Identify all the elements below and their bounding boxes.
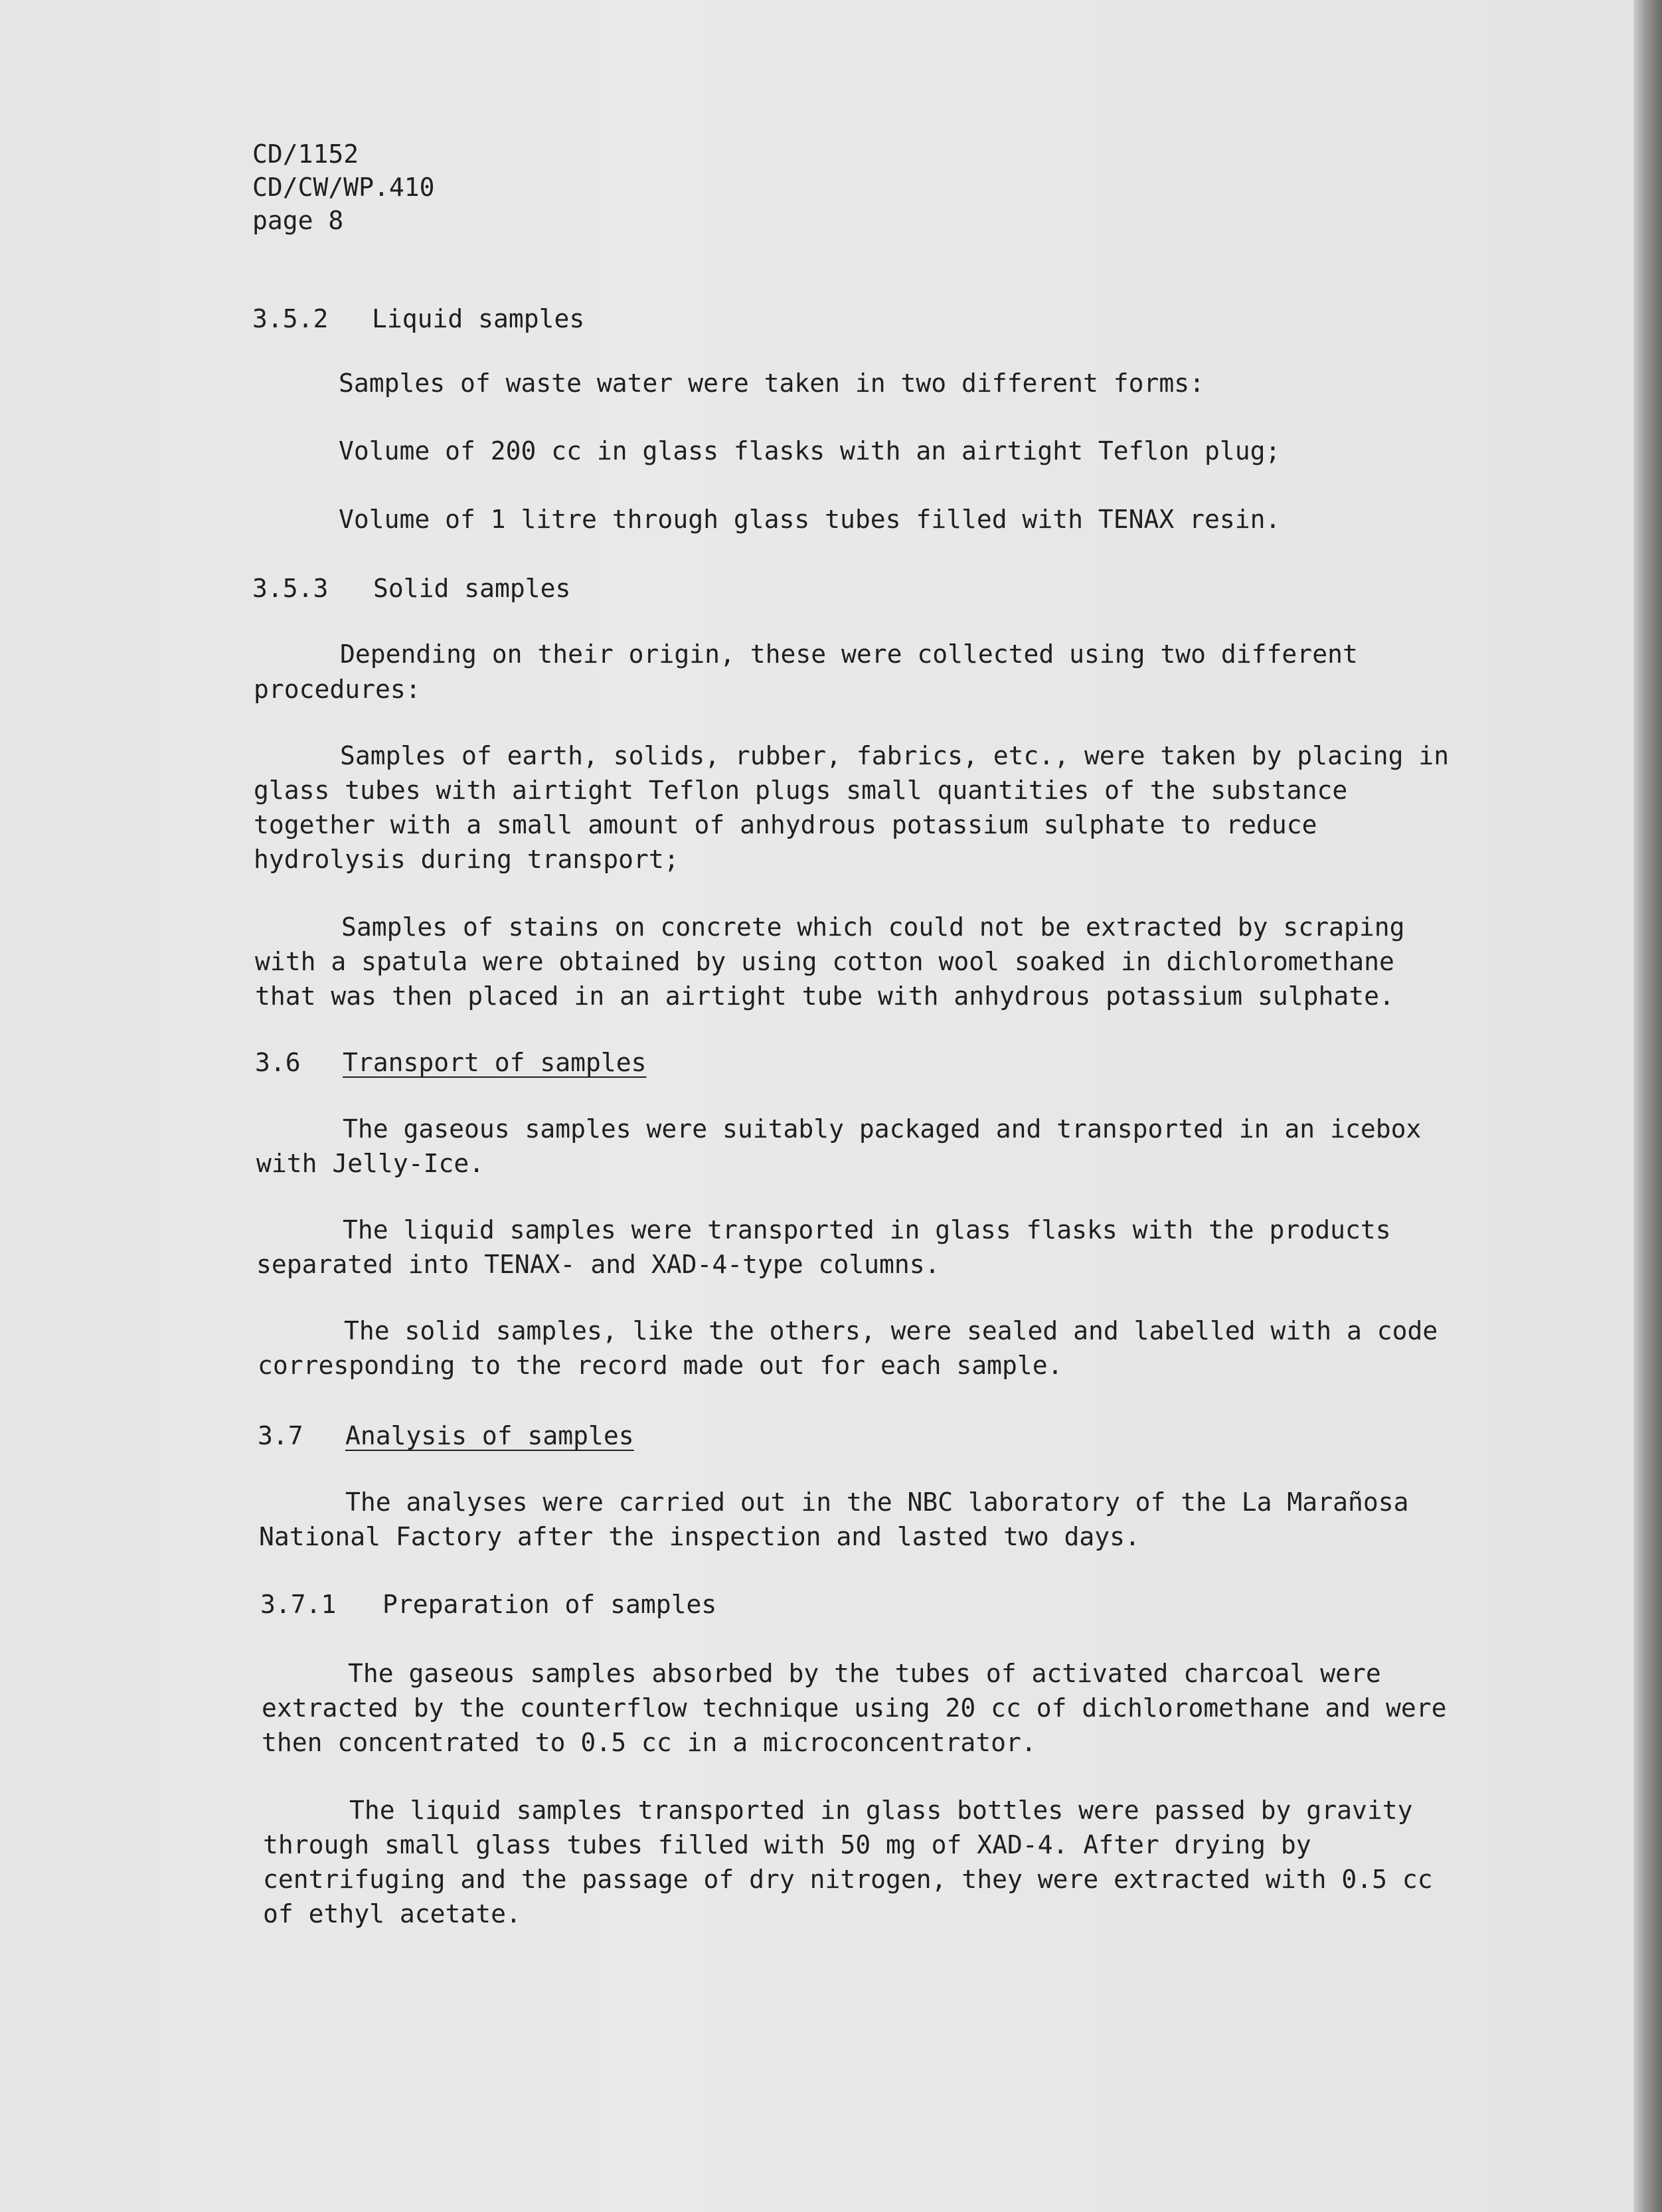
section-title-analysis-of-samples: Analysis of samples: [345, 1421, 634, 1450]
paragraph-line: Samples of earth, solids, rubber, fabrics, etc., were taken by placing in: [340, 741, 1450, 770]
paragraph-line: Samples of waste water were taken in two different forms:: [339, 369, 1205, 398]
paragraph-line: extracted by the counterflow technique using 20 cc of dichloromethane and were: [262, 1693, 1447, 1723]
paragraph-line: through small glass tubes filled with 50 mg of XAD-4. After drying by: [263, 1830, 1311, 1859]
paragraph-line: The gaseous samples absorbed by the tubes of activated charcoal were: [348, 1659, 1381, 1688]
paragraph-line: National Factory after the inspection and lasted two days.: [259, 1522, 1140, 1551]
paragraph-line: The liquid samples transported in glass bottles were passed by gravity: [349, 1796, 1413, 1825]
paragraph-line: The solid samples, like the others, were sealed and labelled with a code: [344, 1316, 1438, 1345]
paragraph-line: that was then placed in an airtight tube with anhydrous potassium sulphate.: [255, 981, 1394, 1011]
section-title-preparation-of-samples: Preparation of samples: [382, 1590, 717, 1619]
paragraph-line: Volume of 1 litre through glass tubes filled with TENAX resin.: [339, 505, 1281, 534]
section-title-liquid-samples: Liquid samples: [372, 304, 585, 333]
paragraph-line: The analyses were carried out in the NBC laboratory of the La Marañosa: [345, 1488, 1409, 1517]
section-number-3-7: 3.7: [258, 1421, 303, 1450]
paragraph-line: with a spatula were obtained by using cotton wool soaked in dichloromethane: [255, 947, 1394, 976]
page-label: page 8: [252, 206, 344, 235]
paragraph-line: The gaseous samples were suitably packaged and transported in an icebox: [343, 1114, 1422, 1144]
paragraph-line: together with a small amount of anhydrous potassium sulphate to reduce: [254, 810, 1317, 839]
paragraph-line: Depending on their origin, these were collected using two different: [340, 639, 1358, 669]
paragraph-line: separated into TENAX- and XAD-4-type columns.: [256, 1250, 940, 1279]
paragraph-line: corresponding to the record made out for each sample.: [258, 1351, 1063, 1380]
section-number-3-6: 3.6: [255, 1048, 301, 1077]
section-title-solid-samples: Solid samples: [373, 574, 571, 603]
paragraph-line: then concentrated to 0.5 cc in a microconcentrator.: [262, 1728, 1037, 1757]
paragraph-line: Samples of stains on concrete which could not be extracted by scraping: [341, 912, 1405, 942]
paragraph-line: The liquid samples were transported in glass flasks with the products: [343, 1215, 1391, 1244]
section-number-3-5-3: 3.5.3: [252, 574, 329, 603]
paragraph-line: with Jelly-Ice.: [256, 1149, 485, 1178]
page-edge-shadow: [1633, 0, 1662, 2212]
section-number-3-5-2: 3.5.2: [252, 304, 329, 333]
wp-code: CD/CW/WP.410: [252, 173, 435, 202]
section-title-transport-of-samples: Transport of samples: [343, 1048, 647, 1077]
section-number-3-7-1: 3.7.1: [260, 1590, 337, 1619]
paragraph-line: Volume of 200 cc in glass flasks with an airtight Teflon plug;: [339, 436, 1281, 466]
paragraph-line: centrifuging and the passage of dry nitrogen, they were extracted with 0.5 cc: [263, 1865, 1433, 1894]
paragraph-line: glass tubes with airtight Teflon plugs small quantities of the substance: [254, 776, 1348, 805]
doc-code: CD/1152: [252, 139, 359, 169]
paragraph-line: procedures:: [254, 675, 421, 704]
paragraph-line: hydrolysis during transport;: [254, 845, 679, 874]
paragraph-line: of ethyl acetate.: [263, 1899, 521, 1928]
